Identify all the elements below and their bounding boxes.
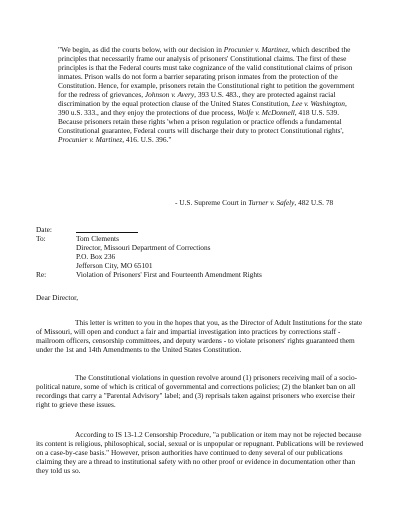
quote-text <box>58 45 358 145</box>
case-citation: Johnson v. Avery <box>144 90 195 100</box>
recipient-address-line2: Jefferson City, MO 65101 <box>76 261 153 271</box>
quote-segment: "We begin, as did the courts below, with our decision in <box>58 45 224 54</box>
case-citation: Procunier v. Martinez <box>58 135 123 145</box>
attribution-prefix: - U.S. Supreme Court in <box>175 198 249 207</box>
body-paragraph-1 <box>36 318 368 354</box>
case-citation: Wolfe v. McDonnell <box>237 108 295 118</box>
to-title-row <box>36 243 376 252</box>
paragraph-text: According to IS 13-1.2 Censorship Procedure, "a publication or item may not be rejected because its content is religious, philosophical, social, sexual or is unpopular or repugnant. Publications will be reviewed on a case-by-case basis." However, prison authorities have continued to deny several of our publications claiming they are a thread to institutional safety with no other proof or evidence in documentation other than they told us so. <box>36 430 364 476</box>
attribution-case: Turner v. Safely <box>248 198 295 207</box>
body-paragraph-3 <box>36 430 368 475</box>
recipient-name: Tom Clements <box>76 234 119 244</box>
address-row-1 <box>36 252 376 261</box>
address-row-2 <box>36 261 376 270</box>
quote-segment: , 416. U.S. 396." <box>122 135 172 145</box>
epigraph-quote <box>58 45 358 145</box>
date-underline <box>76 225 138 233</box>
paragraph-text: This letter is written to you in the hopes that you, as the Director of Adult Institutions for the state of Missouri, will open and conduct a fair and impartial investigation into practices by corrections staff - mailroom officers, censorship committees, and deputy wardens - to violate prisoners' rights guaranteed them under the 1st and 14th Amendments to the United States Constitution. <box>36 318 363 355</box>
letter-header <box>36 225 376 279</box>
recipient-title: Director, Missouri Department of Corrections <box>76 243 211 253</box>
date-label: Date: <box>36 225 52 234</box>
attribution-suffix: , 482 U.S. 78 <box>294 198 334 207</box>
quote-segment: , 418 U.S. 539. Because prisoners retain these rights 'when a prison regulation or practice offends a fundamental Constitutional guarantee, Federal courts will discharge their duty to protect Constitutional rights', <box>58 108 344 136</box>
case-citation: Lee v. Washington <box>291 99 345 109</box>
quote-segment: , which described the principles that necessarily frame our analysis of prisoners' Constitutional claims. The first of these principles is that the Federal courts must take cognizance of the valid constitutional claims of prison inmates. Prison walls do not form a barrier separating prison inmates from the protection of the Constitution. Hence, for example, prisoners retain the Constitutional right to petition the government for the redress of grievances, <box>58 45 355 100</box>
quote-segment: , 393 U.S. 483., they are protected against racial discrimination by the equal protection clause of the United States Constitution, <box>58 90 336 109</box>
date-row <box>36 225 376 234</box>
salutation: Dear Director, <box>36 293 79 302</box>
quote-attribution <box>175 198 333 207</box>
subject-line: Violation of Prisoners' First and Fourteenth Amendment Rights <box>76 270 262 280</box>
quote-segment: , 390 u.S. 333., and they enjoy the protections of due process, <box>58 99 347 118</box>
recipient-address-line1: P.O. Box 236 <box>76 252 116 262</box>
re-row <box>36 270 376 279</box>
body-paragraph-2 <box>36 373 368 409</box>
to-row <box>36 234 376 243</box>
paragraph-text: The Constitutional violations in question revolve around (1) prisoners receiving mail of a socio-political nature, some of which is critical of governmental and corrections policies; (2) the blanket ban on all recordings that carry a "Parental Advisory" label; and (3) reprisals taken against prisoners who exercise their right to grieve these issues. <box>36 373 358 410</box>
case-citation: Procunier v. Martinez <box>223 45 288 54</box>
re-label: Re: <box>36 270 47 280</box>
to-label: To: <box>36 234 46 244</box>
